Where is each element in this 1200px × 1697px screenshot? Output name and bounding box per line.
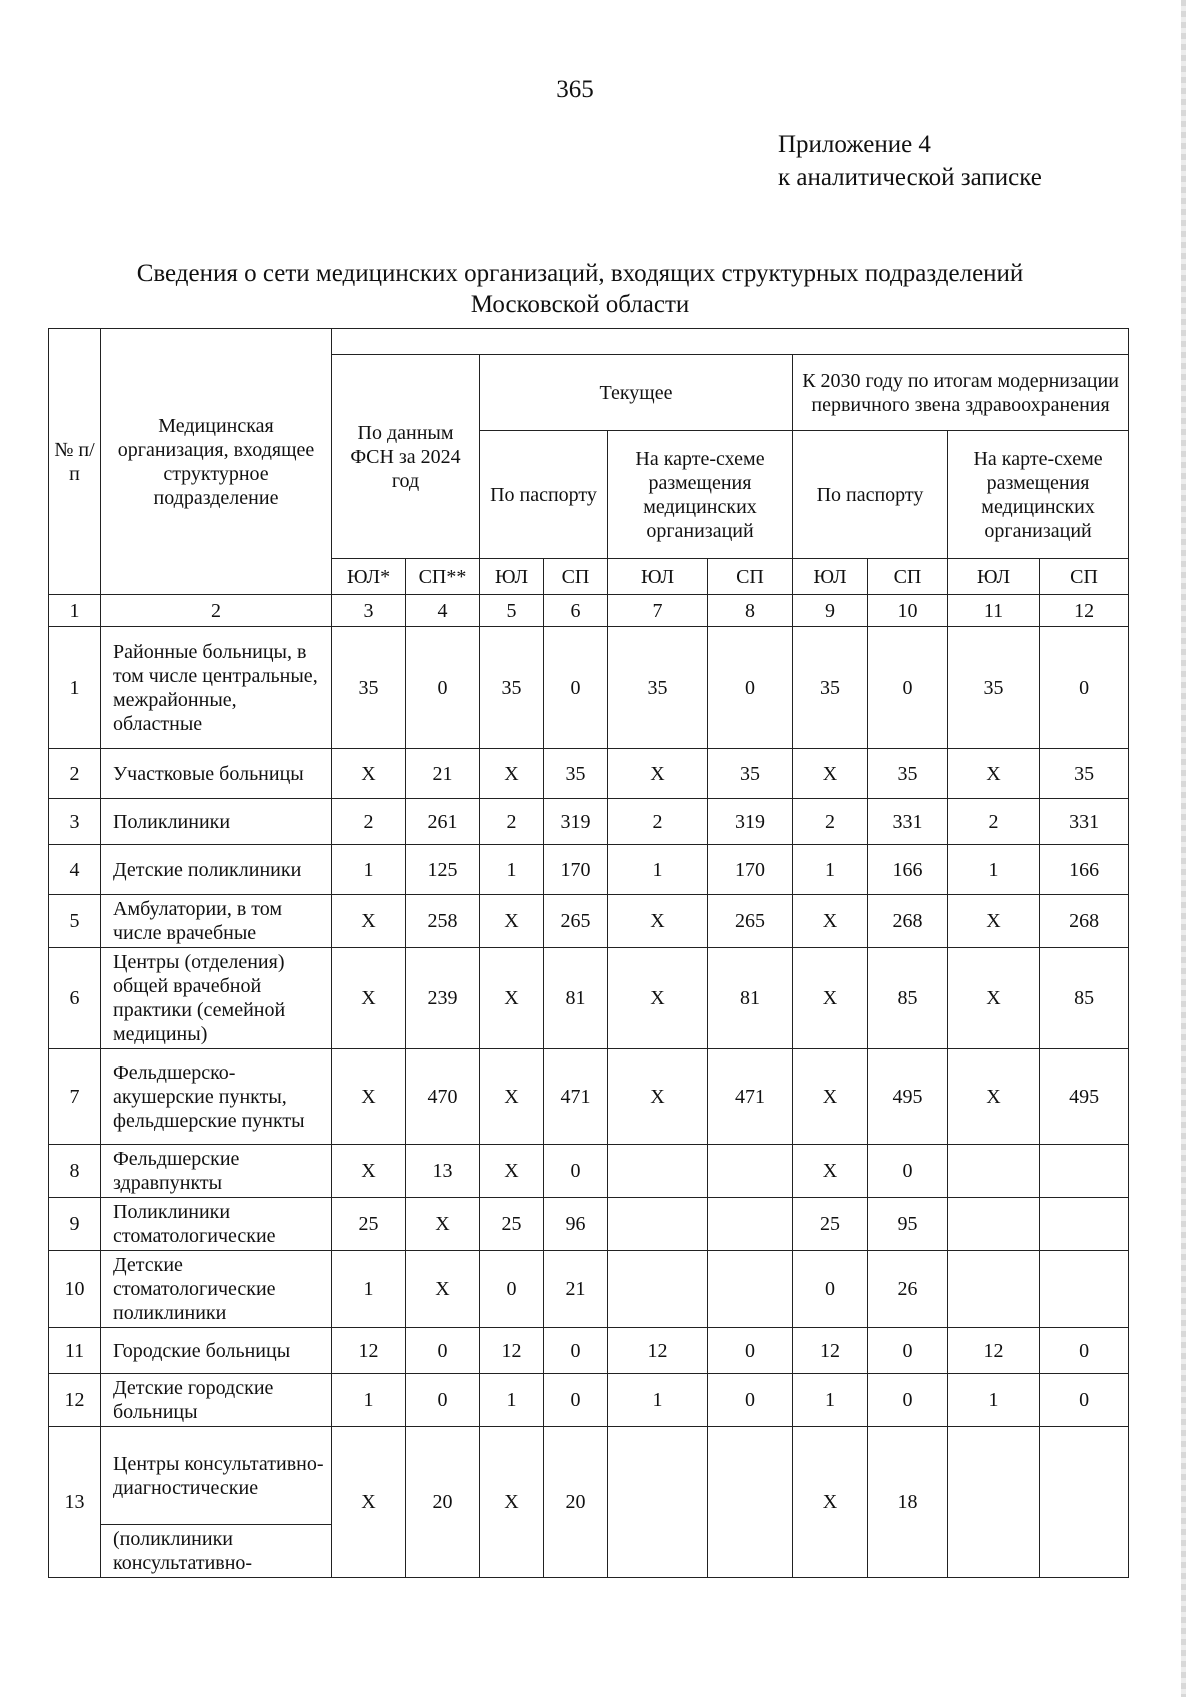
row-value: 125 (406, 845, 480, 895)
row-value: Х (793, 1049, 868, 1145)
column-number: 11 (948, 595, 1040, 627)
row-value: 331 (1040, 799, 1129, 845)
row-value: 170 (708, 845, 793, 895)
row-number: 2 (49, 749, 101, 799)
row-value: Х (406, 1251, 480, 1328)
row-value: 471 (544, 1049, 608, 1145)
header-sub: СП** (406, 559, 480, 595)
row-value: 12 (480, 1328, 544, 1374)
row-org-name: Поликлиники стоматологические (101, 1198, 332, 1251)
row-value: 1 (793, 845, 868, 895)
row-value: 470 (406, 1049, 480, 1145)
row-value: 25 (793, 1198, 868, 1251)
row-value: 0 (868, 1145, 948, 1198)
row-number: 8 (49, 1145, 101, 1198)
row-value (1040, 1145, 1129, 1198)
row-value: 0 (793, 1251, 868, 1328)
row-value: 35 (1040, 749, 1129, 799)
row-value: 1 (480, 845, 544, 895)
header-2030-passport: По паспорту (793, 431, 948, 559)
row-org-name: Детские городские больницы (101, 1374, 332, 1427)
row-value: 1 (948, 845, 1040, 895)
table-row (49, 1251, 1129, 1328)
table-row (49, 845, 1129, 895)
header-current: Текущее (480, 355, 793, 431)
row-value: 0 (544, 627, 608, 749)
table-row (49, 799, 1129, 845)
row-value: 35 (544, 749, 608, 799)
row-value: 20 (406, 1427, 480, 1578)
row-value: 85 (868, 948, 948, 1049)
row-org-name: Поликлиники (101, 799, 332, 845)
row-value: 331 (868, 799, 948, 845)
header-sub: СП (868, 559, 948, 595)
row-value: 0 (544, 1328, 608, 1374)
row-value: 0 (544, 1145, 608, 1198)
table-row (49, 895, 1129, 948)
row-number: 11 (49, 1328, 101, 1374)
row-value: 1 (608, 845, 708, 895)
row-value: Х (332, 1427, 406, 1578)
row-number: 4 (49, 845, 101, 895)
row-value: 2 (480, 799, 544, 845)
row-value: 265 (544, 895, 608, 948)
table-row (49, 749, 1129, 799)
row-value: 495 (868, 1049, 948, 1145)
row-value: 0 (406, 627, 480, 749)
row-value: 35 (608, 627, 708, 749)
header-org: Медицинская организация, входящее структурное подразделение (101, 329, 332, 595)
row-value: Х (332, 1049, 406, 1145)
row-value (948, 1251, 1040, 1328)
row-value: Х (608, 948, 708, 1049)
row-number: 10 (49, 1251, 101, 1328)
row-org-name: Участковые больницы (101, 749, 332, 799)
column-number: 4 (406, 595, 480, 627)
row-value: 18 (868, 1427, 948, 1578)
row-value: 35 (793, 627, 868, 749)
header-sub: ЮЛ (948, 559, 1040, 595)
row-org-name: Фельдшерско-акушерские пункты, фельдшерские пункты (101, 1049, 332, 1145)
column-number: 9 (793, 595, 868, 627)
row-value: 0 (868, 627, 948, 749)
row-value: Х (948, 948, 1040, 1049)
row-value: 319 (708, 799, 793, 845)
page-number: 365 (556, 76, 594, 103)
row-value: 0 (406, 1328, 480, 1374)
row-value: Х (793, 1427, 868, 1578)
row-value: 166 (868, 845, 948, 895)
column-number: 3 (332, 595, 406, 627)
header-fsn: По данным ФСН за 2024 год (332, 355, 480, 559)
row-org-name: Центры консультативно-диагностические (101, 1427, 332, 1525)
appendix-note (778, 128, 1042, 194)
table-row (49, 1328, 1129, 1374)
row-value: Х (793, 1145, 868, 1198)
row-value: 0 (544, 1374, 608, 1427)
row-value: 81 (708, 948, 793, 1049)
row-value: Х (406, 1198, 480, 1251)
header-sub: СП (1040, 559, 1129, 595)
row-number: 1 (49, 627, 101, 749)
row-value: Х (480, 1049, 544, 1145)
column-number: 10 (868, 595, 948, 627)
row-value: 35 (708, 749, 793, 799)
row-value: 12 (948, 1328, 1040, 1374)
row-org-name: Детские поликлиники (101, 845, 332, 895)
row-value: 35 (480, 627, 544, 749)
row-value (608, 1251, 708, 1328)
row-value (948, 1145, 1040, 1198)
column-number: 2 (101, 595, 332, 627)
row-value: Х (793, 895, 868, 948)
header-sub: СП (708, 559, 793, 595)
row-value: Х (480, 1145, 544, 1198)
row-value: 2 (332, 799, 406, 845)
row-org-name: Детские стоматологические поликлиники (101, 1251, 332, 1328)
table-row (49, 1198, 1129, 1251)
row-value (708, 1427, 793, 1578)
table-row (49, 1427, 1129, 1525)
medical-network-table (48, 328, 1129, 1578)
row-number: 6 (49, 948, 101, 1049)
row-value: Х (608, 1049, 708, 1145)
row-value: 0 (1040, 1328, 1129, 1374)
row-number: 3 (49, 799, 101, 845)
row-number: 7 (49, 1049, 101, 1145)
row-value: 1 (948, 1374, 1040, 1427)
row-value: Х (793, 749, 868, 799)
row-value: 1 (332, 1374, 406, 1427)
title-line-1: Сведения о сети медицинских организаций, входящих структурных подразделений (136, 260, 1024, 287)
table-row (49, 1145, 1129, 1198)
row-value: Х (480, 1427, 544, 1578)
row-value: 26 (868, 1251, 948, 1328)
row-value: 0 (708, 1328, 793, 1374)
row-org-name: Амбулатории, в том числе врачебные (101, 895, 332, 948)
row-value: 35 (948, 627, 1040, 749)
row-value: Х (608, 895, 708, 948)
row-value: 12 (793, 1328, 868, 1374)
header-current-map: На карте-схеме размещения медицинских организаций (608, 431, 793, 559)
row-value: Х (480, 948, 544, 1049)
column-number: 7 (608, 595, 708, 627)
row-value: 85 (1040, 948, 1129, 1049)
table-row (49, 1049, 1129, 1145)
row-value: Х (793, 948, 868, 1049)
header-blank-band (332, 329, 1129, 355)
row-value: 1 (332, 1251, 406, 1328)
row-value: 471 (708, 1049, 793, 1145)
row-org-subname: (поликлиники консультативно- (101, 1525, 332, 1578)
row-value: 0 (480, 1251, 544, 1328)
row-value: 25 (480, 1198, 544, 1251)
row-value (608, 1145, 708, 1198)
row-value: 319 (544, 799, 608, 845)
row-value: 96 (544, 1198, 608, 1251)
row-number: 9 (49, 1198, 101, 1251)
row-value: 239 (406, 948, 480, 1049)
column-number: 8 (708, 595, 793, 627)
row-value: 0 (1040, 1374, 1129, 1427)
row-value (948, 1427, 1040, 1578)
row-value (708, 1198, 793, 1251)
row-value: 261 (406, 799, 480, 845)
row-value: Х (948, 895, 1040, 948)
row-value: 95 (868, 1198, 948, 1251)
row-value (1040, 1198, 1129, 1251)
row-value: 166 (1040, 845, 1129, 895)
row-value: 0 (708, 627, 793, 749)
row-value: 1 (332, 845, 406, 895)
row-number: 13 (49, 1427, 101, 1578)
row-value: 1 (793, 1374, 868, 1427)
row-value: 0 (868, 1328, 948, 1374)
header-sub: СП (544, 559, 608, 595)
row-value (1040, 1251, 1129, 1328)
row-value: Х (332, 948, 406, 1049)
row-value: 0 (708, 1374, 793, 1427)
column-number: 1 (49, 595, 101, 627)
row-value: 2 (948, 799, 1040, 845)
row-org-name: Фельдшерские здравпункты (101, 1145, 332, 1198)
row-value: 35 (868, 749, 948, 799)
row-org-name: Центры (отделения) общей врачебной практики (семейной медицины) (101, 948, 332, 1049)
row-value: 13 (406, 1145, 480, 1198)
row-value: 12 (332, 1328, 406, 1374)
row-value: 20 (544, 1427, 608, 1578)
row-org-name: Городские больницы (101, 1328, 332, 1374)
row-value: 0 (1040, 627, 1129, 749)
scan-edge (1181, 0, 1186, 1697)
row-value: Х (608, 749, 708, 799)
row-value: Х (480, 895, 544, 948)
row-value: 268 (1040, 895, 1129, 948)
header-sub: ЮЛ (793, 559, 868, 595)
header-sub: ЮЛ (480, 559, 544, 595)
column-number: 6 (544, 595, 608, 627)
row-value: 25 (332, 1198, 406, 1251)
column-number: 5 (480, 595, 544, 627)
appendix-line-2: к аналитической записке (778, 164, 1042, 191)
row-value: 21 (406, 749, 480, 799)
row-value: 21 (544, 1251, 608, 1328)
row-value: 0 (868, 1374, 948, 1427)
header-2030-map: На карте-схеме размещения медицинских организаций (948, 431, 1129, 559)
row-value: 265 (708, 895, 793, 948)
title-line-2: Московской области (470, 291, 690, 318)
row-number: 12 (49, 1374, 101, 1427)
row-value (708, 1251, 793, 1328)
appendix-line-1: Приложение 4 (778, 131, 931, 158)
row-value: 2 (793, 799, 868, 845)
row-value (708, 1145, 793, 1198)
row-value: Х (332, 1145, 406, 1198)
row-number: 5 (49, 895, 101, 948)
row-value: 35 (332, 627, 406, 749)
row-value: 2 (608, 799, 708, 845)
header-sub: ЮЛ (608, 559, 708, 595)
header-num: № п/п (49, 329, 101, 595)
row-value: 1 (480, 1374, 544, 1427)
row-value: 12 (608, 1328, 708, 1374)
row-value (608, 1427, 708, 1578)
row-value: 1 (608, 1374, 708, 1427)
table-row (49, 627, 1129, 749)
row-value: 495 (1040, 1049, 1129, 1145)
table-row (49, 948, 1129, 1049)
row-value: 0 (406, 1374, 480, 1427)
row-value: Х (948, 1049, 1040, 1145)
row-value: 170 (544, 845, 608, 895)
row-value: Х (948, 749, 1040, 799)
header-current-passport: По паспорту (480, 431, 608, 559)
row-value: 81 (544, 948, 608, 1049)
row-value: 268 (868, 895, 948, 948)
row-value: Х (480, 749, 544, 799)
row-value: Х (332, 749, 406, 799)
header-2030: К 2030 году по итогам модернизации первичного звена здравоохранения (793, 355, 1129, 431)
row-value: Х (332, 895, 406, 948)
document-title (50, 258, 1110, 320)
row-org-name: Районные больницы, в том числе центральные, межрайонные, областные (101, 627, 332, 749)
column-number: 12 (1040, 595, 1129, 627)
header-sub: ЮЛ* (332, 559, 406, 595)
row-value: 258 (406, 895, 480, 948)
table-row (49, 1374, 1129, 1427)
row-value (608, 1198, 708, 1251)
row-value (948, 1198, 1040, 1251)
row-value (1040, 1427, 1129, 1578)
